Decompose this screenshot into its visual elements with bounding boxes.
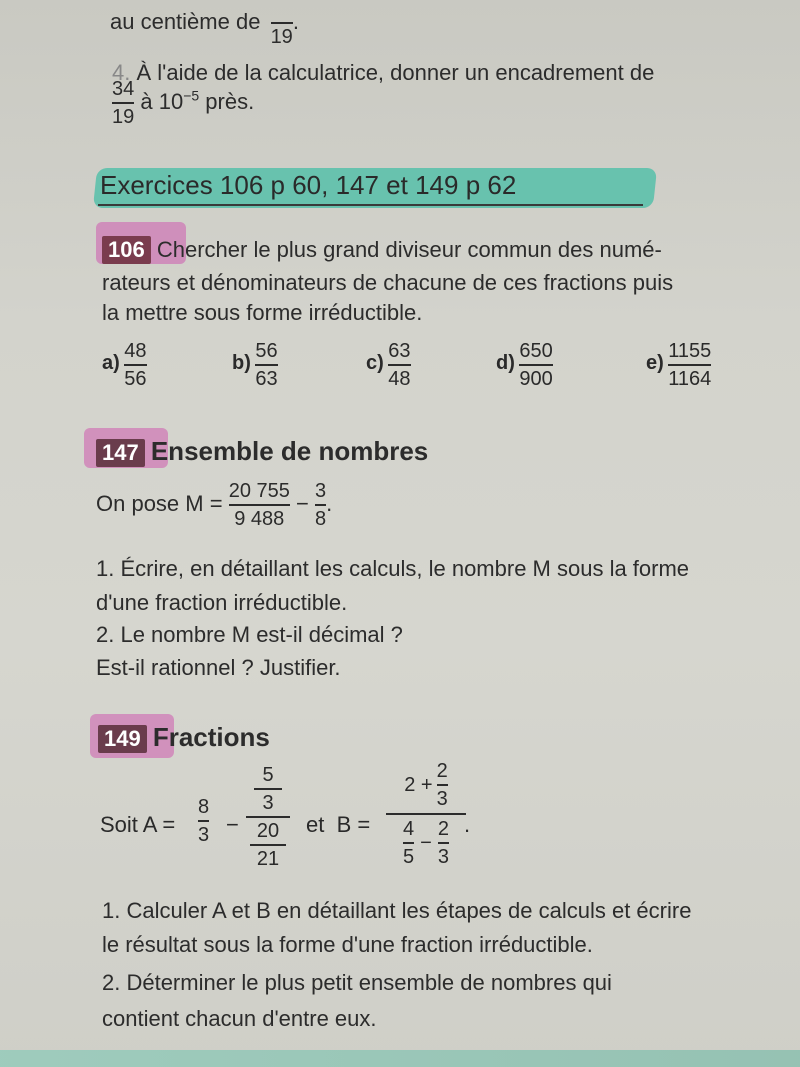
- ex149-title: Fractions: [152, 722, 270, 752]
- ex149-q2: 2. Déterminer le plus petit ensemble de nombres qui: [102, 970, 612, 995]
- frac-num: 20 755: [228, 480, 290, 502]
- ex149-q1: 1. Calculer A et B en détaillant les étapes de calculs et écrire: [102, 898, 692, 923]
- ex106-text-line3: la mettre sous forme irréductible.: [102, 300, 423, 325]
- item-num: 48: [124, 340, 147, 362]
- item-num: 63: [388, 340, 411, 362]
- q4-fraction-num: 34: [112, 78, 135, 100]
- frac-den: 21: [256, 848, 280, 870]
- b-denominator: [386, 818, 466, 868]
- ex106-item-e: [646, 340, 711, 390]
- a-frac-8-3: [198, 796, 209, 846]
- ex149-q2b: contient chacun d'entre eux.: [102, 1006, 377, 1031]
- ex147-q1: 1. Écrire, en détaillant les calculs, le nombre M sous la forme: [96, 556, 690, 581]
- fraction-bar: [315, 504, 326, 506]
- frac: [403, 818, 414, 868]
- frac-num: 2: [436, 760, 448, 782]
- item-den: 900: [519, 368, 553, 390]
- ex149-et-b: et B =: [306, 812, 371, 837]
- item-den: 56: [124, 368, 147, 390]
- main-fraction-bar: [386, 813, 466, 815]
- fraction-bar: [124, 364, 146, 366]
- frac-num: 4: [403, 818, 415, 840]
- item-num: 650: [519, 340, 553, 362]
- ex149-soit: Soit A =: [100, 812, 176, 837]
- frac-den: 9 488: [234, 508, 285, 530]
- ex106-fractions-row: [102, 332, 732, 396]
- frac-num: 5: [262, 764, 274, 786]
- frac-num: 3: [314, 480, 327, 502]
- item-label: e): [646, 352, 664, 375]
- b-complex-fraction: [386, 760, 466, 868]
- item-fraction: [124, 340, 146, 390]
- frac-num: 2: [437, 818, 449, 840]
- minus-sign: −: [296, 490, 309, 516]
- item-den: 48: [388, 368, 411, 390]
- q4-text: À l'aide de la calculatrice, donner un encadrement de: [136, 60, 655, 85]
- ex147-frac2: [315, 480, 326, 530]
- ex149-q1b: le résultat sous la forme d'une fraction irréductible.: [102, 932, 593, 957]
- item-label: b): [232, 352, 251, 375]
- b-top-text: 2 +: [404, 773, 433, 796]
- item-fraction: [255, 340, 277, 390]
- ex147-q2: 2. Le nombre M est-il décimal ?: [96, 622, 403, 647]
- item-fraction: [388, 340, 410, 390]
- item-fraction: [519, 340, 552, 390]
- fraction-bar: [255, 364, 277, 366]
- main-fraction-bar: [246, 816, 290, 818]
- ex147-q2b: Est-il rationnel ? Justifier.: [96, 655, 341, 680]
- q4-line2: [112, 78, 254, 128]
- b-minus: −: [420, 831, 432, 854]
- ex149-heading: [98, 724, 270, 753]
- top-fraction: [271, 0, 293, 48]
- fraction-bar: [254, 788, 282, 790]
- exercise-number-106: 106: [102, 236, 151, 264]
- fraction-bar: [438, 842, 449, 844]
- q4-exponent: −5: [183, 87, 200, 104]
- frac: [437, 760, 448, 810]
- top-line-text: au centième de: [110, 8, 261, 34]
- frac-den: 3: [262, 792, 274, 814]
- q4-tail-b: près.: [205, 88, 255, 114]
- fraction-bar: [668, 364, 711, 366]
- bottom-teal-strip: [0, 1050, 800, 1067]
- ex147-pose-text: On pose M =: [96, 490, 223, 516]
- ex147-title: Ensemble de nombres: [150, 436, 429, 466]
- ex147-frac1: [229, 480, 290, 530]
- frac-den: 5: [403, 846, 415, 868]
- exercise-number-149: 149: [98, 725, 147, 753]
- ex106-item-d: [496, 340, 553, 390]
- fraction-bar: [198, 820, 209, 822]
- frac: [198, 796, 209, 846]
- q4-fraction-den: 19: [112, 106, 135, 128]
- a-minus: −: [226, 812, 239, 837]
- item-fraction: [668, 340, 711, 390]
- frac-den: 8: [314, 508, 327, 530]
- q4-number: 4.: [112, 60, 131, 85]
- item-num: 56: [255, 340, 278, 362]
- ex106-item-c: [366, 340, 411, 390]
- heading-underline: [98, 204, 643, 206]
- fraction-bar: [403, 842, 414, 844]
- q4-fraction: [112, 78, 134, 128]
- frac-den: 3: [436, 788, 448, 810]
- item-label: c): [366, 352, 384, 375]
- frac-den: 3: [437, 846, 449, 868]
- top-partial-line: au centième de 19 .: [110, 0, 299, 48]
- b-period: .: [464, 812, 471, 837]
- fraction-bar: [271, 22, 293, 24]
- item-label: a): [102, 352, 120, 375]
- fraction-bar: [112, 102, 134, 104]
- fraction-bar: [519, 364, 552, 366]
- exercise-number-147: 147: [96, 439, 145, 467]
- top-fraction-den: 19: [270, 26, 293, 48]
- item-den: 63: [255, 368, 278, 390]
- frac-num: 8: [198, 796, 210, 818]
- ex106-item-b: [232, 340, 278, 390]
- fraction-bar: [437, 784, 448, 786]
- frac-den: 3: [198, 824, 210, 846]
- item-label: d): [496, 352, 515, 375]
- fraction-bar: [388, 364, 410, 366]
- ex147-heading: [96, 438, 428, 467]
- fraction-bar: [250, 844, 286, 846]
- b-numerator: [386, 760, 466, 810]
- a-complex-fraction: [246, 764, 290, 870]
- frac-num: 20: [256, 820, 280, 842]
- fraction-bar: [229, 504, 290, 506]
- item-den: 1164: [668, 368, 712, 390]
- ex147-q1b: d'une fraction irréductible.: [96, 590, 348, 615]
- item-num: 1155: [668, 340, 712, 362]
- ex106-text-line2: rateurs et dénominateurs de chacune de ces fractions puis: [102, 270, 674, 295]
- ex106-line1: [102, 236, 662, 264]
- ex147-pose-line: On pose M = $\frac{20 755}{9 488}$ − $\frac{3}{8}$ .: [96, 480, 333, 530]
- ex106-item-a: [102, 340, 147, 390]
- frac: [438, 818, 449, 868]
- ex106-text-line1: Chercher le plus grand diviseur commun des numé-: [156, 237, 662, 262]
- section-heading: Exercices 106 p 60, 147 et 149 p 62: [100, 170, 517, 200]
- q4-tail-a: à 10: [140, 88, 184, 114]
